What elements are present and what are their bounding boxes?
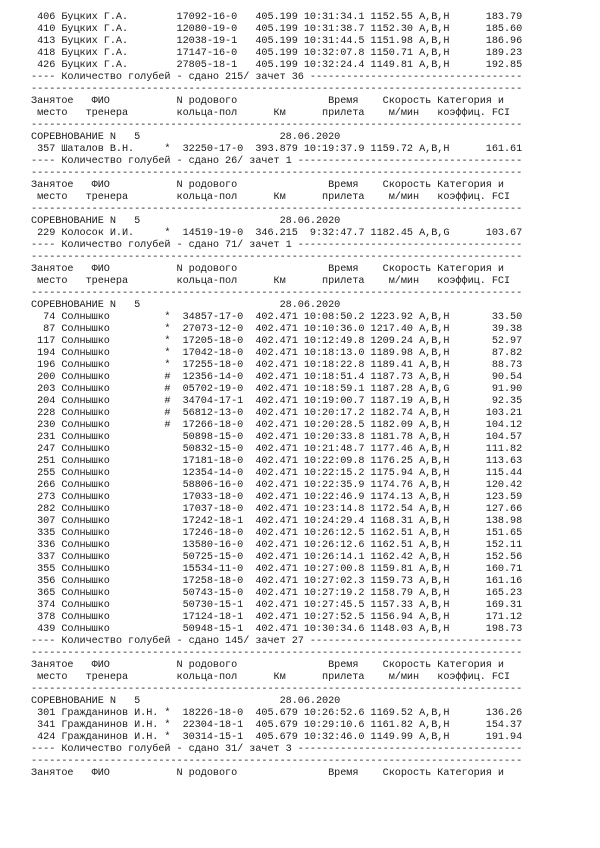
section-summary: ---- Количество голубей - сдано 26/ зачет 1 ------------------------------------- (31, 156, 523, 167)
result-row: 196 Солнышко * 17255-18-0 402.471 10:18:22.8 1189.41 А,В,Н 88.73 (31, 360, 523, 371)
result-row: 87 Солнышко * 27073-12-0 402.471 10:10:36.0 1217.40 А,В,Н 39.38 (31, 324, 523, 335)
separator-line: --------------------------------------------------------------------------------- (31, 684, 523, 695)
result-row: Занятое ФИО N родового Время Скорость Категория и (31, 660, 504, 671)
competition-heading: СОРЕВНОВАНИЕ N 5 28.06.2020 (31, 300, 341, 311)
result-row: 356 Солнышко 17258-18-0 402.471 10:27:02.3 1159.73 А,В,Н 161.16 (31, 576, 523, 587)
result-row: 229 Колосок И.И. * 14519-19-0 346.215 9:32:47.7 1182.45 А,В,G 103.67 (31, 228, 523, 239)
column-header: Занятое ФИО N родового Время Скорость Категория и (31, 96, 504, 107)
result-row: 410 Буцких Г.А. 12080-19-0 405.199 10:31:38.7 1152.30 А,В,Н 185.60 (31, 24, 523, 35)
result-row: 266 Солнышко 58806-16-0 402.471 10:22:35.9 1174.76 А,В,Н 120.42 (31, 480, 523, 491)
separator-line: --------------------------------------------------------------------------------- (31, 168, 523, 179)
result-row: 203 Солнышко # 05702-19-0 402.471 10:18:59.1 1187.28 А,В,G 91.90 (31, 384, 523, 395)
result-row: 357 Шаталов В.Н. * 32250-17-0 393.879 10:19:37.9 1159.72 А,В,Н 161.61 (31, 144, 523, 155)
result-row: 336 Солнышко 13580-16-0 402.471 10:26:12.6 1162.51 А,В,Н 152.11 (31, 540, 523, 551)
result-row: 413 Буцких Г.А. 12038-19-1 405.199 10:31:44.5 1151.98 А,В,Н 186.96 (31, 36, 523, 47)
column-header: место тренера кольца-пол Км прилета м/мин коэффиц. FCI (31, 192, 511, 203)
column-header: Занятое ФИО N родового Время Скорость Категория и (31, 264, 504, 275)
result-row: 365 Солнышко 50743-15-0 402.471 10:27:19.2 1158.79 А,В,Н 165.23 (31, 588, 523, 599)
result-row: 228 Солнышко # 56812-13-0 402.471 10:20:17.2 1182.74 А,В,Н 103.21 (31, 408, 523, 419)
competition-heading: 424 Гражданинов И.Н. * 30314-15-1 405.679 10:32:46.0 1149.99 А,В,Н 191.94 (31, 732, 523, 743)
result-row: Занятое ФИО N родового Время Скорость Категория и (31, 768, 504, 779)
result-row: ---- Количество голубей - сдано 145/ зачет 27 ----------------------------------- (31, 636, 523, 647)
result-row: 117 Солнышко * 17205-18-0 402.471 10:12:49.8 1209.24 А,В,Н 52.97 (31, 336, 523, 347)
result-row: 439 Солнышко 50948-15-1 402.471 10:30:34.6 1148.03 А,В,Н 198.73 (31, 624, 523, 635)
column-header: 301 Гражданинов И.Н. * 18226-18-0 405.679 10:26:52.6 1169.52 А,В,Н 136.26 (31, 708, 523, 719)
result-row: 231 Солнышко 50898-15-0 402.471 10:20:33.8 1181.78 А,В,Н 104.57 (31, 432, 523, 443)
result-row: 200 Солнышко # 12356-14-0 402.471 10:18:51.4 1187.73 А,В,Н 90.54 (31, 372, 523, 383)
result-row: 204 Солнышко # 34704-17-1 402.471 10:19:00.7 1187.19 А,В,Н 92.35 (31, 396, 523, 407)
competition-heading: СОРЕВНОВАНИЕ N 5 28.06.2020 (31, 216, 341, 227)
result-row: 282 Солнышко 17037-18-0 402.471 10:23:14.8 1172.54 А,В,Н 127.66 (31, 504, 523, 515)
result-row: --------------------------------------------------------------------------------- (31, 648, 523, 659)
result-row: 194 Солнышко * 17042-18-0 402.471 10:18:13.0 1189.98 А,В,Н 87.82 (31, 348, 523, 359)
result-row: 406 Буцких Г.А. 17092-16-0 405.199 10:31:34.1 1152.55 А,В,Н 183.79 (31, 12, 523, 23)
result-row: 273 Солнышко 17033-18-0 402.471 10:22:46.9 1174.13 А,В,Н 123.59 (31, 492, 523, 503)
result-row: 337 Солнышко 50725-15-0 402.471 10:26:14.1 1162.42 А,В,Н 152.56 (31, 552, 523, 563)
section-summary: ---- Количество голубей - сдано 215/ зачет 36 ----------------------------------- (31, 72, 523, 83)
column-header: место тренера кольца-пол Км прилета м/мин коэффиц. FCI (31, 276, 511, 287)
result-row: 418 Буцких Г.А. 17147-16-0 405.199 10:32:07.8 1150.71 А,В,Н 189.23 (31, 48, 523, 59)
section-summary: место тренера кольца-пол Км прилета м/мин коэффиц. FCI (31, 672, 511, 683)
result-row: 247 Солнышко 50832-15-0 402.471 10:21:48.7 1177.46 А,В,Н 111.82 (31, 444, 523, 455)
section-summary: ---- Количество голубей - сдано 71/ зачет 1 ------------------------------------- (31, 240, 523, 251)
separator-line: --------------------------------------------------------------------------------- (31, 120, 523, 131)
result-row: 374 Солнышко 50730-15-1 402.471 10:27:45.5 1157.33 А,В,Н 169.31 (31, 600, 523, 611)
result-row: 251 Солнышко 17181-18-0 402.471 10:22:09.8 1176.25 А,В,Н 113.63 (31, 456, 523, 467)
result-row: 74 Солнышко * 34857-17-0 402.471 10:08:50.2 1223.92 А,В,Н 33.50 (31, 312, 523, 323)
result-row: --------------------------------------------------------------------------------- (31, 756, 523, 767)
separator-line: --------------------------------------------------------------------------------- (31, 288, 523, 299)
result-row: 255 Солнышко 12354-14-0 402.471 10:22:15.2 1175.94 А,В,Н 115.44 (31, 468, 523, 479)
result-row: ---- Количество голубей - сдано 31/ зачет 3 ------------------------------------- (31, 744, 523, 755)
result-row: 355 Солнышко 15534-11-0 402.471 10:27:00.8 1159.81 А,В,Н 160.71 (31, 564, 523, 575)
column-header: Занятое ФИО N родового Время Скорость Категория и (31, 180, 504, 191)
column-header: место тренера кольца-пол Км прилета м/мин коэффиц. FCI (31, 108, 511, 119)
column-header: СОРЕВНОВАНИЕ N 5 28.06.2020 (31, 696, 341, 707)
result-row: 335 Солнышко 17246-18-0 402.471 10:26:12.5 1162.51 А,В,Н 151.65 (31, 528, 523, 539)
separator-line: --------------------------------------------------------------------------------- (31, 252, 523, 263)
result-row: 307 Солнышко 17242-18-1 402.471 10:24:29.4 1168.31 А,В,Н 138.98 (31, 516, 523, 527)
separator-line: 341 Гражданинов И.Н. * 22304-18-1 405.679 10:29:10.6 1161.82 А,В,Н 154.37 (31, 720, 523, 731)
result-row: 378 Солнышко 17124-18-1 402.471 10:27:52.5 1156.94 А,В,Н 171.12 (31, 612, 523, 623)
result-row: 230 Солнышко # 17266-18-0 402.471 10:20:28.5 1182.09 А,В,Н 104.12 (31, 420, 523, 431)
separator-line: --------------------------------------------------------------------------------- (31, 84, 523, 95)
result-row: 426 Буцких Г.А. 27805-18-1 405.199 10:32:24.4 1149.81 А,В,Н 192.85 (31, 60, 523, 71)
competition-heading: СОРЕВНОВАНИЕ N 5 28.06.2020 (31, 132, 341, 143)
separator-line: --------------------------------------------------------------------------------- (31, 204, 523, 215)
